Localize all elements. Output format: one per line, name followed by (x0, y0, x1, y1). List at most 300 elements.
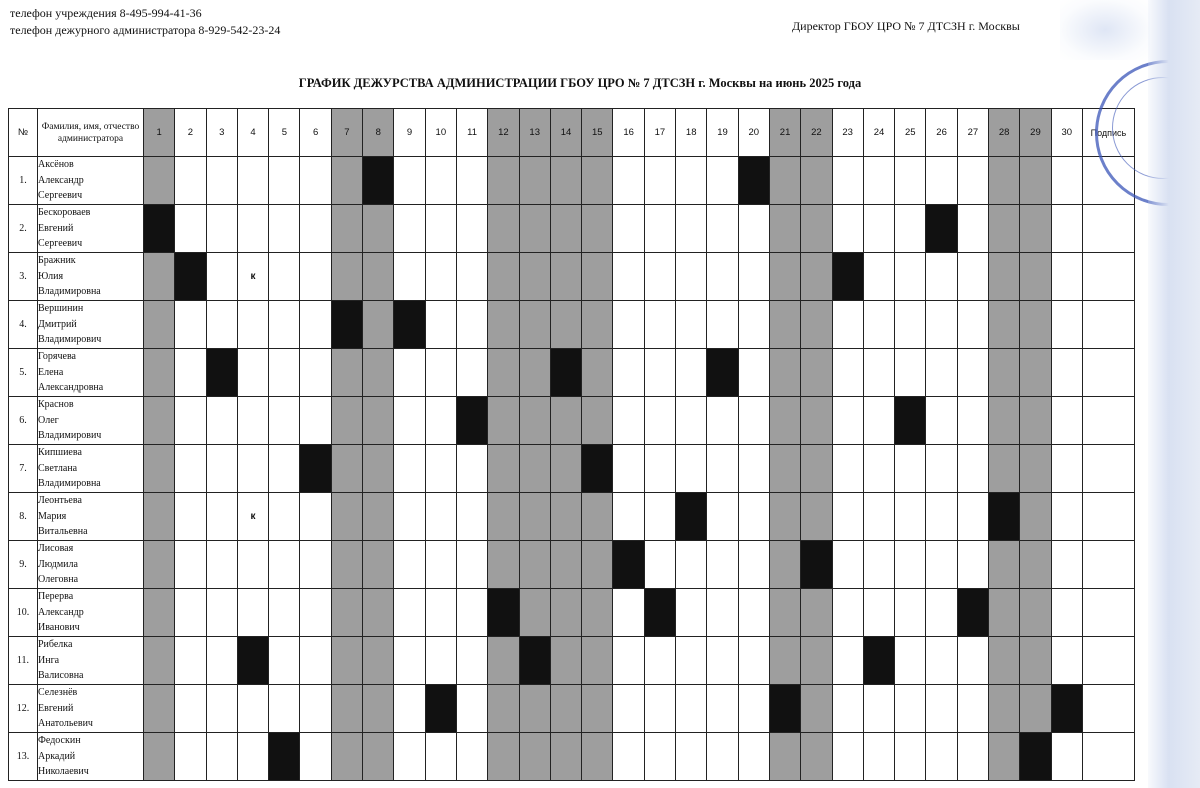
day-cell (144, 445, 175, 493)
day-cell (206, 733, 237, 781)
admin-name-line: Перерва (38, 591, 74, 603)
day-cell (456, 349, 487, 397)
day-cell (926, 253, 957, 301)
day-cell (363, 205, 394, 253)
day-cell (425, 733, 456, 781)
day-cell (237, 349, 268, 397)
day-cell (738, 253, 769, 301)
day-cell (394, 157, 425, 205)
day-cell (613, 685, 644, 733)
day-header-4: 4 (237, 109, 268, 157)
day-cell (175, 301, 206, 349)
day-cell (488, 493, 519, 541)
day-header-6: 6 (300, 109, 331, 157)
day-cell (707, 397, 738, 445)
admin-name-line: Леонтьева (38, 495, 82, 507)
day-cell (488, 685, 519, 733)
signature-cell (1082, 541, 1134, 589)
day-cell (363, 637, 394, 685)
row-number: 10. (9, 589, 38, 637)
day-cell (425, 493, 456, 541)
row-number: 11. (9, 637, 38, 685)
duty-cell (237, 637, 268, 685)
admin-name (38, 205, 144, 253)
day-cell (550, 397, 581, 445)
day-cell (801, 301, 832, 349)
day-cell (644, 445, 675, 493)
duty-cell (1051, 685, 1082, 733)
day-cell (363, 301, 394, 349)
day-cell (582, 589, 613, 637)
day-cell (769, 205, 800, 253)
day-cell (488, 637, 519, 685)
day-cell (926, 301, 957, 349)
table-row (9, 685, 1135, 733)
duty-cell (707, 349, 738, 397)
day-cell (801, 397, 832, 445)
day-cell (269, 445, 300, 493)
row-number: 4. (9, 301, 38, 349)
day-cell (1051, 637, 1082, 685)
day-cell (206, 397, 237, 445)
day-cell (175, 157, 206, 205)
day-header-25: 25 (895, 109, 926, 157)
day-cell (582, 397, 613, 445)
day-cell (1051, 733, 1082, 781)
day-cell (331, 589, 362, 637)
day-cell (644, 733, 675, 781)
day-cell (832, 589, 863, 637)
day-cell (707, 157, 738, 205)
table-row (9, 589, 1135, 637)
day-cell (957, 157, 988, 205)
day-cell (237, 301, 268, 349)
day-cell (926, 349, 957, 397)
table-row (9, 253, 1135, 301)
day-cell (832, 349, 863, 397)
day-cell (957, 685, 988, 733)
day-cell (926, 589, 957, 637)
day-cell (1051, 205, 1082, 253)
day-cell (707, 637, 738, 685)
day-cell (832, 493, 863, 541)
day-cell (488, 397, 519, 445)
day-cell (957, 205, 988, 253)
duty-cell (394, 301, 425, 349)
day-cell (832, 445, 863, 493)
day-cell (394, 397, 425, 445)
day-cell (801, 733, 832, 781)
day-cell (957, 541, 988, 589)
day-cell (175, 637, 206, 685)
day-cell (1020, 205, 1051, 253)
admin-name-line: Юлия (38, 270, 64, 282)
table-row (9, 637, 1135, 685)
day-header-15: 15 (582, 109, 613, 157)
admin-name-line: Светлана (38, 462, 78, 474)
day-cell (738, 637, 769, 685)
day-cell (425, 157, 456, 205)
day-cell (425, 205, 456, 253)
day-cell (613, 493, 644, 541)
day-cell (550, 253, 581, 301)
day-cell (863, 445, 894, 493)
day-cell (957, 637, 988, 685)
day-cell (863, 205, 894, 253)
day-cell (550, 493, 581, 541)
day-cell (144, 253, 175, 301)
day-cell (769, 349, 800, 397)
day-cell (175, 205, 206, 253)
admin-name (38, 637, 144, 685)
day-cell (456, 685, 487, 733)
table-row (9, 541, 1135, 589)
day-cell (989, 205, 1020, 253)
day-cell (269, 493, 300, 541)
admin-name-line: Владимировна (38, 478, 101, 490)
day-cell (676, 685, 707, 733)
duty-cell (331, 301, 362, 349)
day-cell (1020, 589, 1051, 637)
day-cell (206, 685, 237, 733)
admin-name (38, 445, 144, 493)
phone-admin: телефон дежурного администратора 8-929-542-23-24 (10, 23, 281, 37)
day-cell (519, 445, 550, 493)
row-number: 8. (9, 493, 38, 541)
day-cell (1020, 493, 1051, 541)
row-number: 1. (9, 157, 38, 205)
day-cell (989, 589, 1020, 637)
day-cell (1020, 685, 1051, 733)
day-cell (957, 301, 988, 349)
day-cell (613, 637, 644, 685)
day-cell (582, 205, 613, 253)
day-cell (519, 253, 550, 301)
day-cell (206, 157, 237, 205)
day-header-22: 22 (801, 109, 832, 157)
day-cell (550, 157, 581, 205)
day-cell (331, 637, 362, 685)
row-number: 6. (9, 397, 38, 445)
day-cell (707, 733, 738, 781)
admin-name-line: Лисовая (38, 543, 74, 555)
day-cell (832, 397, 863, 445)
day-cell (237, 397, 268, 445)
duty-schedule-table (8, 108, 1135, 781)
admin-name-line: Краснов (38, 399, 74, 411)
day-cell (801, 157, 832, 205)
day-cell (582, 253, 613, 301)
day-cell (206, 589, 237, 637)
day-cell (926, 445, 957, 493)
day-cell (394, 733, 425, 781)
day-cell (957, 397, 988, 445)
day-cell (863, 253, 894, 301)
row-number: 2. (9, 205, 38, 253)
day-header-7: 7 (331, 109, 362, 157)
day-cell (363, 253, 394, 301)
duty-cell (144, 205, 175, 253)
admin-name-line: Инга (38, 654, 60, 666)
day-cell (769, 733, 800, 781)
day-cell (644, 157, 675, 205)
day-cell (425, 349, 456, 397)
day-cell (519, 541, 550, 589)
duty-cell (488, 589, 519, 637)
day-cell (300, 301, 331, 349)
day-cell (738, 589, 769, 637)
day-cell (613, 157, 644, 205)
day-cell (331, 685, 362, 733)
day-cell (895, 541, 926, 589)
day-header-19: 19 (707, 109, 738, 157)
day-header-26: 26 (926, 109, 957, 157)
day-cell (1051, 493, 1082, 541)
day-header-11: 11 (456, 109, 487, 157)
admin-name-line: Анатольевич (38, 718, 93, 730)
day-cell (707, 541, 738, 589)
duty-cell (989, 493, 1020, 541)
day-cell (769, 541, 800, 589)
day-cell (769, 445, 800, 493)
day-cell (989, 349, 1020, 397)
day-header-14: 14 (550, 109, 581, 157)
day-cell (300, 685, 331, 733)
day-cell (832, 157, 863, 205)
day-cell (738, 445, 769, 493)
day-cell (394, 637, 425, 685)
day-cell (707, 493, 738, 541)
day-cell (1020, 541, 1051, 589)
admin-name-line: Федоскин (38, 735, 81, 747)
day-cell (175, 397, 206, 445)
admin-name-line: Мария (38, 510, 67, 522)
col-name-header: Фамилия, имя, отчество администратора (38, 109, 144, 157)
day-cell (895, 205, 926, 253)
day-cell (863, 733, 894, 781)
day-cell (707, 205, 738, 253)
signature-cell (1082, 733, 1134, 781)
day-cell (363, 493, 394, 541)
day-cell (456, 445, 487, 493)
admin-name-line: Олеговна (38, 574, 79, 586)
day-cell (331, 205, 362, 253)
day-cell (676, 637, 707, 685)
day-header-13: 13 (519, 109, 550, 157)
day-cell (456, 541, 487, 589)
row-number: 5. (9, 349, 38, 397)
day-cell (425, 541, 456, 589)
signature-cell (1082, 301, 1134, 349)
day-cell (206, 253, 237, 301)
signature-cell (1082, 445, 1134, 493)
day-cell (989, 253, 1020, 301)
day-cell (707, 685, 738, 733)
day-cell (331, 445, 362, 493)
day-cell (363, 685, 394, 733)
day-cell (895, 157, 926, 205)
day-cell (237, 589, 268, 637)
admin-name-line: Кипшиева (38, 447, 82, 459)
day-cell (801, 589, 832, 637)
day-cell (989, 301, 1020, 349)
admin-name-line: Горячева (38, 351, 76, 363)
day-cell (144, 493, 175, 541)
duty-cell (206, 349, 237, 397)
admin-name-line: Сергеевич (38, 190, 83, 202)
day-cell (519, 397, 550, 445)
day-cell (488, 205, 519, 253)
day-cell (895, 637, 926, 685)
day-cell (644, 541, 675, 589)
day-cell (488, 541, 519, 589)
day-cell (895, 445, 926, 493)
day-cell (394, 253, 425, 301)
duty-cell (550, 349, 581, 397)
day-cell (456, 253, 487, 301)
duty-cell (1020, 733, 1051, 781)
day-cell (394, 205, 425, 253)
admin-name-line: Александр (38, 174, 84, 186)
duty-cell (269, 733, 300, 781)
admin-name-line: Людмила (38, 558, 78, 570)
day-cell (926, 685, 957, 733)
day-cell (425, 253, 456, 301)
admin-name-line: Рибелка (38, 639, 73, 651)
day-cell (456, 157, 487, 205)
day-cell (519, 733, 550, 781)
day-cell (144, 397, 175, 445)
day-cell (237, 157, 268, 205)
day-header-29: 29 (1020, 109, 1051, 157)
duty-cell (676, 493, 707, 541)
day-cell (644, 205, 675, 253)
day-cell (331, 541, 362, 589)
day-cell (895, 301, 926, 349)
admin-name (38, 541, 144, 589)
day-cell (206, 493, 237, 541)
duty-cell (769, 685, 800, 733)
day-cell (832, 685, 863, 733)
day-cell (269, 253, 300, 301)
day-cell (738, 541, 769, 589)
day-cell (863, 301, 894, 349)
day-cell (269, 685, 300, 733)
day-cell (425, 445, 456, 493)
day-cell (175, 445, 206, 493)
day-cell (1020, 157, 1051, 205)
day-cell (300, 637, 331, 685)
day-cell (488, 157, 519, 205)
day-cell (769, 589, 800, 637)
day-cell (676, 397, 707, 445)
day-cell (801, 637, 832, 685)
day-cell (613, 205, 644, 253)
signature-blur (1060, 0, 1150, 60)
day-cell (331, 349, 362, 397)
day-header-10: 10 (425, 109, 456, 157)
duty-cell (957, 589, 988, 637)
admin-name-line: Владимирович (38, 430, 102, 442)
day-cell (738, 205, 769, 253)
day-cell (519, 205, 550, 253)
day-cell (989, 733, 1020, 781)
admin-name (38, 589, 144, 637)
day-cell (989, 157, 1020, 205)
day-cell (144, 157, 175, 205)
day-header-16: 16 (613, 109, 644, 157)
admin-name-line: Александровна (38, 382, 104, 394)
day-header-24: 24 (863, 109, 894, 157)
day-cell (801, 205, 832, 253)
day-cell (895, 349, 926, 397)
day-cell (519, 589, 550, 637)
day-cell (957, 733, 988, 781)
day-cell (269, 637, 300, 685)
day-cell (237, 445, 268, 493)
day-cell (394, 493, 425, 541)
day-cell (926, 541, 957, 589)
day-cell (676, 205, 707, 253)
day-cell (707, 589, 738, 637)
day-cell (488, 733, 519, 781)
day-cell (550, 205, 581, 253)
day-cell (957, 445, 988, 493)
day-cell (144, 301, 175, 349)
day-cell (1020, 349, 1051, 397)
day-cell (363, 541, 394, 589)
day-cell (1051, 253, 1082, 301)
day-cell (613, 253, 644, 301)
day-cell (895, 493, 926, 541)
day-cell (550, 589, 581, 637)
day-cell (769, 301, 800, 349)
day-cell (237, 733, 268, 781)
day-cell (769, 157, 800, 205)
day-cell (488, 445, 519, 493)
table-row (9, 397, 1135, 445)
day-cell (707, 301, 738, 349)
day-cell (769, 253, 800, 301)
day-cell (300, 589, 331, 637)
day-cell (425, 589, 456, 637)
day-header-2: 2 (175, 109, 206, 157)
day-header-8: 8 (363, 109, 394, 157)
table-row (9, 301, 1135, 349)
day-cell (331, 493, 362, 541)
day-cell (1020, 397, 1051, 445)
day-cell (644, 493, 675, 541)
day-cell (237, 685, 268, 733)
day-cell (519, 349, 550, 397)
admin-name (38, 397, 144, 445)
day-cell (144, 733, 175, 781)
day-cell (331, 397, 362, 445)
admin-name-line: Валисовна (38, 670, 84, 682)
day-cell (989, 445, 1020, 493)
day-header-9: 9 (394, 109, 425, 157)
row-number: 13. (9, 733, 38, 781)
day-cell (738, 349, 769, 397)
day-cell (613, 733, 644, 781)
day-cell (1051, 445, 1082, 493)
table-row (9, 349, 1135, 397)
day-cell (863, 541, 894, 589)
day-cell (957, 493, 988, 541)
phone-institution: телефон учреждения 8-495-994-41-36 (10, 6, 202, 20)
day-cell (488, 349, 519, 397)
day-cell (237, 205, 268, 253)
